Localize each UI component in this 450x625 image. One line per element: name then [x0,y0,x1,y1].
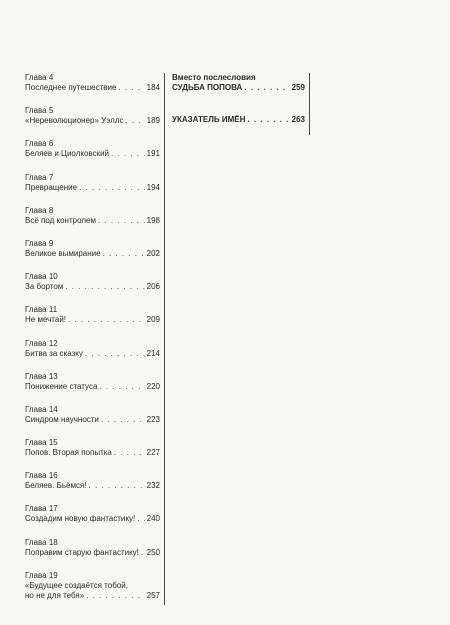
toc-entry [25,106,160,126]
chapter-label: Глава 4 [25,73,54,82]
index-entry [172,115,305,125]
chapter-title: За бортом [25,282,64,292]
toc-line [25,282,160,292]
toc-entry [25,405,160,425]
chapter-label: Глава 7 [25,172,54,182]
toc-line [25,249,160,259]
page-number: 206 [146,282,160,292]
chapter-title: Превращение [25,182,78,192]
afterword-page-number: 259 [291,83,305,92]
dot-leader [114,448,145,458]
afterword-line [172,83,305,93]
chapter-label: Глава 19 [25,570,58,580]
chapter-title: Всё под контролем [25,215,96,225]
toc-line [25,591,160,601]
toc-entry [25,504,160,524]
dot-leader [126,116,145,126]
toc-line [25,116,160,126]
toc-entry [25,73,160,93]
toc-line [25,448,160,458]
page-number: 257 [146,590,160,600]
chapter-label: Глава 16 [25,471,58,481]
afterword-label: Вместо послесловия [172,73,256,82]
dot-leader [247,115,289,125]
toc-entry [25,471,160,491]
dot-leader [244,83,289,93]
dot-leader [85,349,145,359]
chapter-label: Глава 15 [25,438,58,448]
dot-leader [99,382,144,392]
afterword-title: СУДЬБА ПОПОВА [172,83,243,92]
chapter-label: Глава 11 [25,305,58,315]
toc-entry [25,372,160,392]
index-title: УКАЗАТЕЛЬ ИМЁН [172,115,246,124]
toc-entry [25,305,160,325]
toc-entry [25,538,160,558]
page-number: 184 [146,83,160,92]
page-number: 209 [146,315,160,325]
chapter-label: Глава 8 [25,205,54,215]
chapter-title: Создадим новую фантастику! [25,514,136,524]
chapter-title: Синдром научности [25,414,99,424]
page-number: 214 [146,348,160,358]
toc-entry [25,139,160,159]
dot-leader [111,149,145,159]
toc-line [25,415,160,425]
chapter-title: Беляев и Циолковский [25,149,110,159]
dot-leader [137,514,144,524]
toc-line [25,382,160,392]
dot-leader [79,183,145,193]
chapter-label: Глава 5 [25,106,54,116]
chapter-title: «Нереволюционер» Уэллс [25,116,124,126]
chapter-title: Понижение статуса [25,381,98,391]
index-page-number: 263 [291,115,305,124]
chapter-title: Последнее путешествие [25,83,117,92]
toc-line [25,349,160,359]
chapter-label: Глава 10 [25,272,58,282]
toc-line [25,83,160,93]
page-number: 191 [146,149,160,159]
toc-entry [25,206,160,226]
dot-leader [89,481,145,491]
page-number: 223 [146,414,160,424]
chapter-title: но не для тебя» [25,590,85,600]
dot-leader [103,249,145,259]
page-number: 227 [146,448,160,458]
page-number: 220 [146,381,160,391]
dot-leader [98,216,145,226]
toc-entry [25,571,160,601]
toc-right-column [172,73,310,135]
page-number: 240 [146,514,160,524]
chapter-label: Глава 17 [25,504,58,514]
page-number: 194 [146,182,160,192]
toc-line [25,149,160,159]
chapter-title: Поправим старую фантастику! [25,547,139,557]
chapter-label: Глава 13 [25,371,58,381]
chapter-label: Глава 6 [25,139,54,149]
page-number: 198 [146,215,160,225]
toc-entry [25,339,160,359]
page-number: 202 [146,248,160,258]
toc-line [25,481,160,491]
dot-leader [118,83,144,93]
toc-line [25,216,160,226]
chapter-label: Глава 9 [25,238,54,248]
toc-entry [25,173,160,193]
toc-line [25,548,160,558]
toc-left-column [25,73,165,605]
dot-leader [86,591,144,601]
toc-line [25,183,160,193]
dot-leader [68,315,145,325]
toc-line [25,315,160,325]
dot-leader [141,548,145,558]
toc-line [25,514,160,524]
page-number: 250 [146,547,160,557]
chapter-title: Битва за сказку [25,348,83,358]
chapter-title: Попов. Вторая попытка [25,448,112,458]
chapter-label: Глава 12 [25,338,58,348]
toc-entry [25,239,160,259]
chapter-title: Беляев. Бьёмся! [25,481,87,491]
chapter-title: Не мечтай! [25,315,67,325]
page-number: 189 [146,116,160,126]
toc-entry [25,438,160,458]
toc-entry [25,272,160,292]
dot-leader [101,415,145,425]
chapter-label: Глава 14 [25,404,58,414]
chapter-title: Великое вымирание [25,248,101,258]
index-line [172,115,305,125]
chapter-title-line: «Будущее создаётся тобой, [25,580,128,590]
afterword-entry [172,73,305,93]
dot-leader [65,282,144,292]
page-number: 232 [146,481,160,491]
chapter-label: Глава 18 [25,537,58,547]
